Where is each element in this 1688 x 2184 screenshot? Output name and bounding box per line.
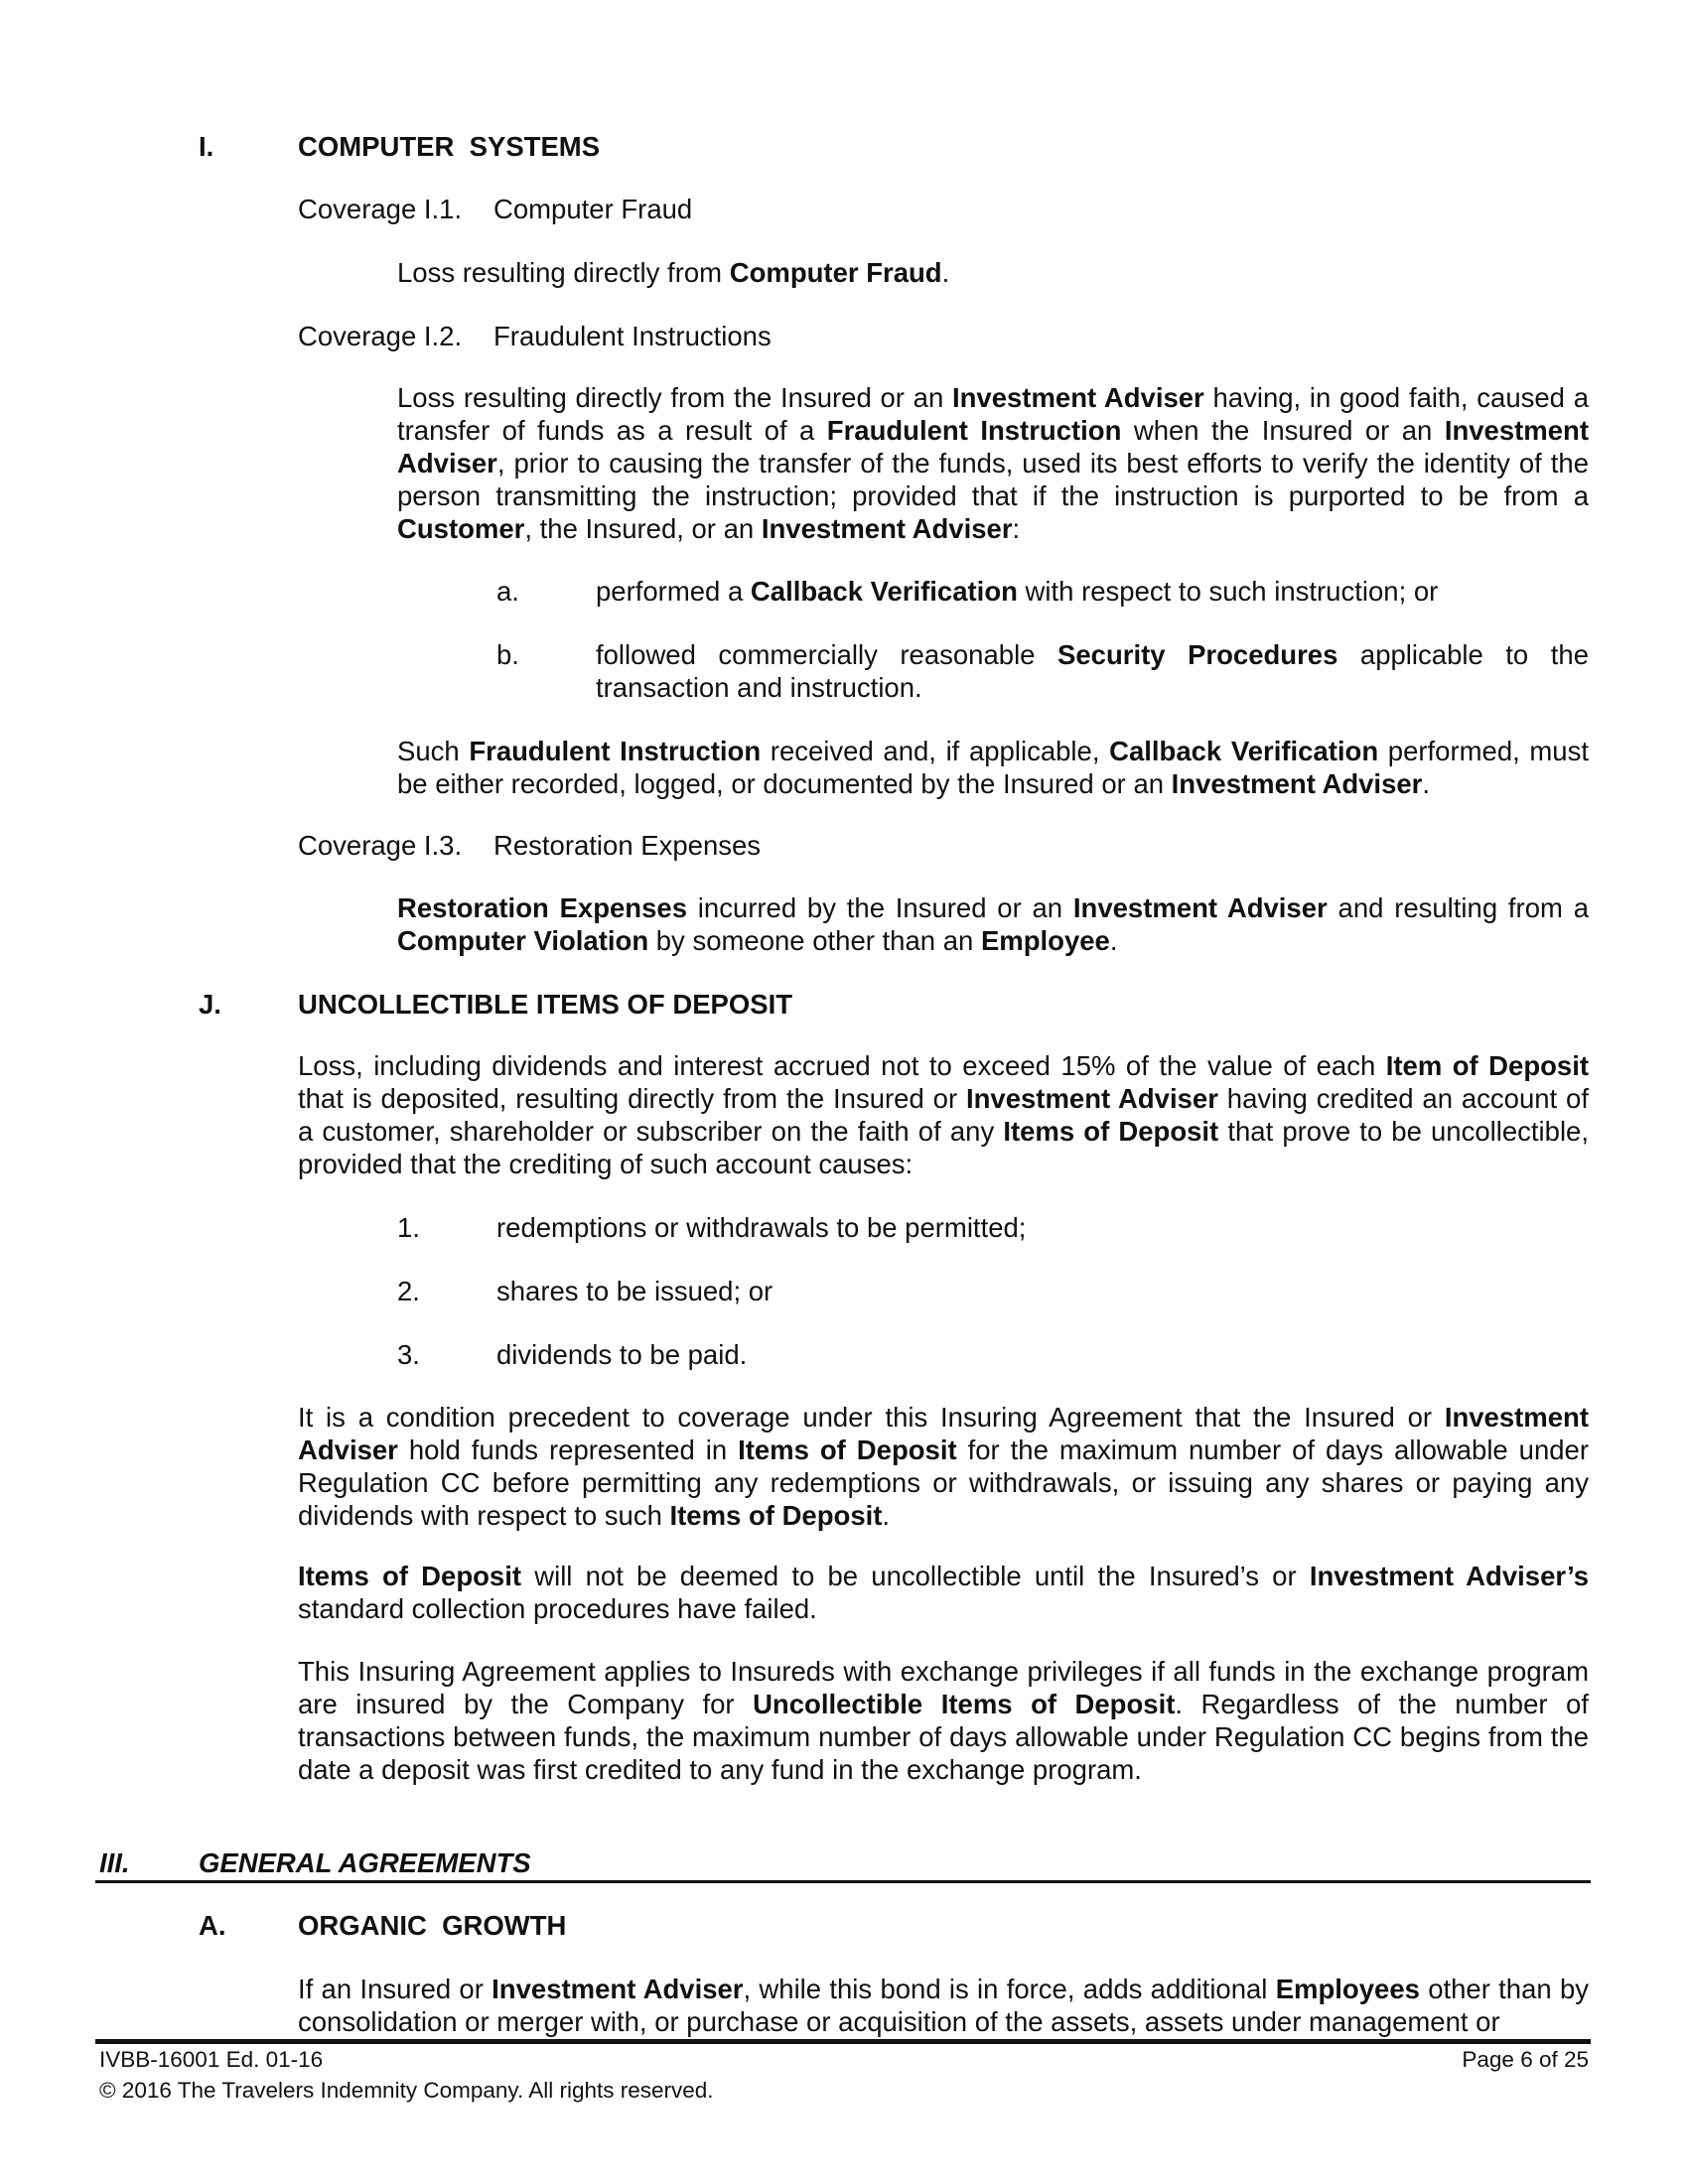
coverage-i1-text: Loss resulting directly from Computer Fraud. — [397, 257, 950, 288]
such-instruction-text: Such Fraudulent Instruction received and, if applicable, Callback Verification performed, must be either recorded, logged, or documented by the Insured or an Investment Adviser. — [397, 736, 1589, 799]
item-a-marker: a. — [496, 576, 519, 607]
section-a-number: A. — [199, 1910, 226, 1941]
section-j-paragraph-3: Items of Deposit will not be deemed to be uncollectible until the Insured’s or Investment Adviser’s standard collection procedures have failed. — [298, 1561, 1589, 1624]
section-j-number: J. — [199, 989, 221, 1020]
coverage-i2-label: Coverage I.2. — [298, 321, 463, 351]
footer-copyright: © 2016 The Travelers Indemnity Company. All rights reserved. — [99, 2078, 714, 2103]
list-item-2-text: shares to be issued; or — [496, 1276, 774, 1306]
section-i-number: I. — [199, 131, 214, 162]
coverage-i3-text: Restoration Expenses incurred by the Insured or an Investment Adviser and resulting from a Computer Violation by someone other than an Employee. — [397, 892, 1589, 956]
part-iii-divider — [95, 1880, 1591, 1883]
part-iii-title: GENERAL AGREEMENTS — [199, 1847, 531, 1878]
list-item-1-marker: 1. — [397, 1212, 420, 1243]
section-i-title: COMPUTER SYSTEMS — [298, 131, 601, 162]
list-item-2-marker: 2. — [397, 1276, 420, 1306]
list-item-1-text: redemptions or withdrawals to be permitted; — [496, 1212, 1027, 1243]
section-j-paragraph-1: Loss, including dividends and interest accrued not to exceed 15% of the value of each Item of Deposit that is deposited, resulting directly from the Insured or Investment Adviser having credited an account of a customer, shareholder or subscriber on the faith of any Items of Deposit that prove to be uncollectible, provided that the crediting of such account causes: — [298, 1050, 1590, 1179]
section-j-paragraph-4: This Insuring Agreement applies to Insureds with exchange privileges if all funds in the exchange program are insured by the Company for Uncollectible Items of Deposit. Regardless of the number of transactions between funds, the maximum number of days allowable under Regulation CC begins from the date a deposit was first credited to any fund in the exchange program. — [298, 1656, 1589, 1785]
coverage-i3-title: Restoration Expenses — [493, 830, 762, 861]
section-a-paragraph-1: If an Insured or Investment Adviser, while this bond is in force, adds additional Employees other than by consolidation or merger with, or purchase or acquisition of the assets, assets under management or — [298, 1974, 1590, 2037]
coverage-i1-title: Computer Fraud — [493, 194, 693, 224]
part-iii-number: III. — [99, 1847, 130, 1878]
section-j-paragraph-2: It is a condition precedent to coverage under this Insuring Agreement that the Insured or Investment Adviser hold funds represented in Items of Deposit for the maximum number of days allowable under Regulation CC before permitting any redemptions or withdrawals, or issuing any shares or paying any dividends with respect to such Items of Deposit. — [298, 1402, 1590, 1531]
coverage-i1-label: Coverage I.1. — [298, 194, 463, 224]
section-a-title: ORGANIC GROWTH — [298, 1910, 567, 1941]
footer-page-number: Page 6 of 25 — [1462, 2047, 1589, 2072]
list-item-3-text: dividends to be paid. — [496, 1339, 748, 1370]
coverage-i2-title: Fraudulent Instructions — [493, 321, 772, 351]
item-a-text: performed a Callback Verification with respect to such instruction; or — [596, 576, 1439, 607]
coverage-i2-text: Loss resulting directly from the Insured or an Investment Adviser having, in good faith, caused a transfer of funds as a result of a Fraudulent Instruction when the Insured or an Investment Adviser, prior to causing the transfer of the funds, used its best efforts to verify the identity of the person transmitting the instruction; provided that if the instruction is purported to be from a Customer, the Insured, or an Investment Adviser: — [397, 382, 1589, 544]
footer-form-id: IVBB-16001 Ed. 01-16 — [99, 2047, 324, 2072]
list-item-3-marker: 3. — [397, 1339, 420, 1370]
item-b-marker: b. — [496, 639, 519, 670]
coverage-i3-label: Coverage I.3. — [298, 830, 463, 861]
item-b-text: followed commercially reasonable Security Procedures applicable to the transaction and instruction. — [596, 639, 1589, 703]
section-j-title: UNCOLLECTIBLE ITEMS OF DEPOSIT — [298, 989, 793, 1020]
footer-divider — [95, 2039, 1591, 2044]
